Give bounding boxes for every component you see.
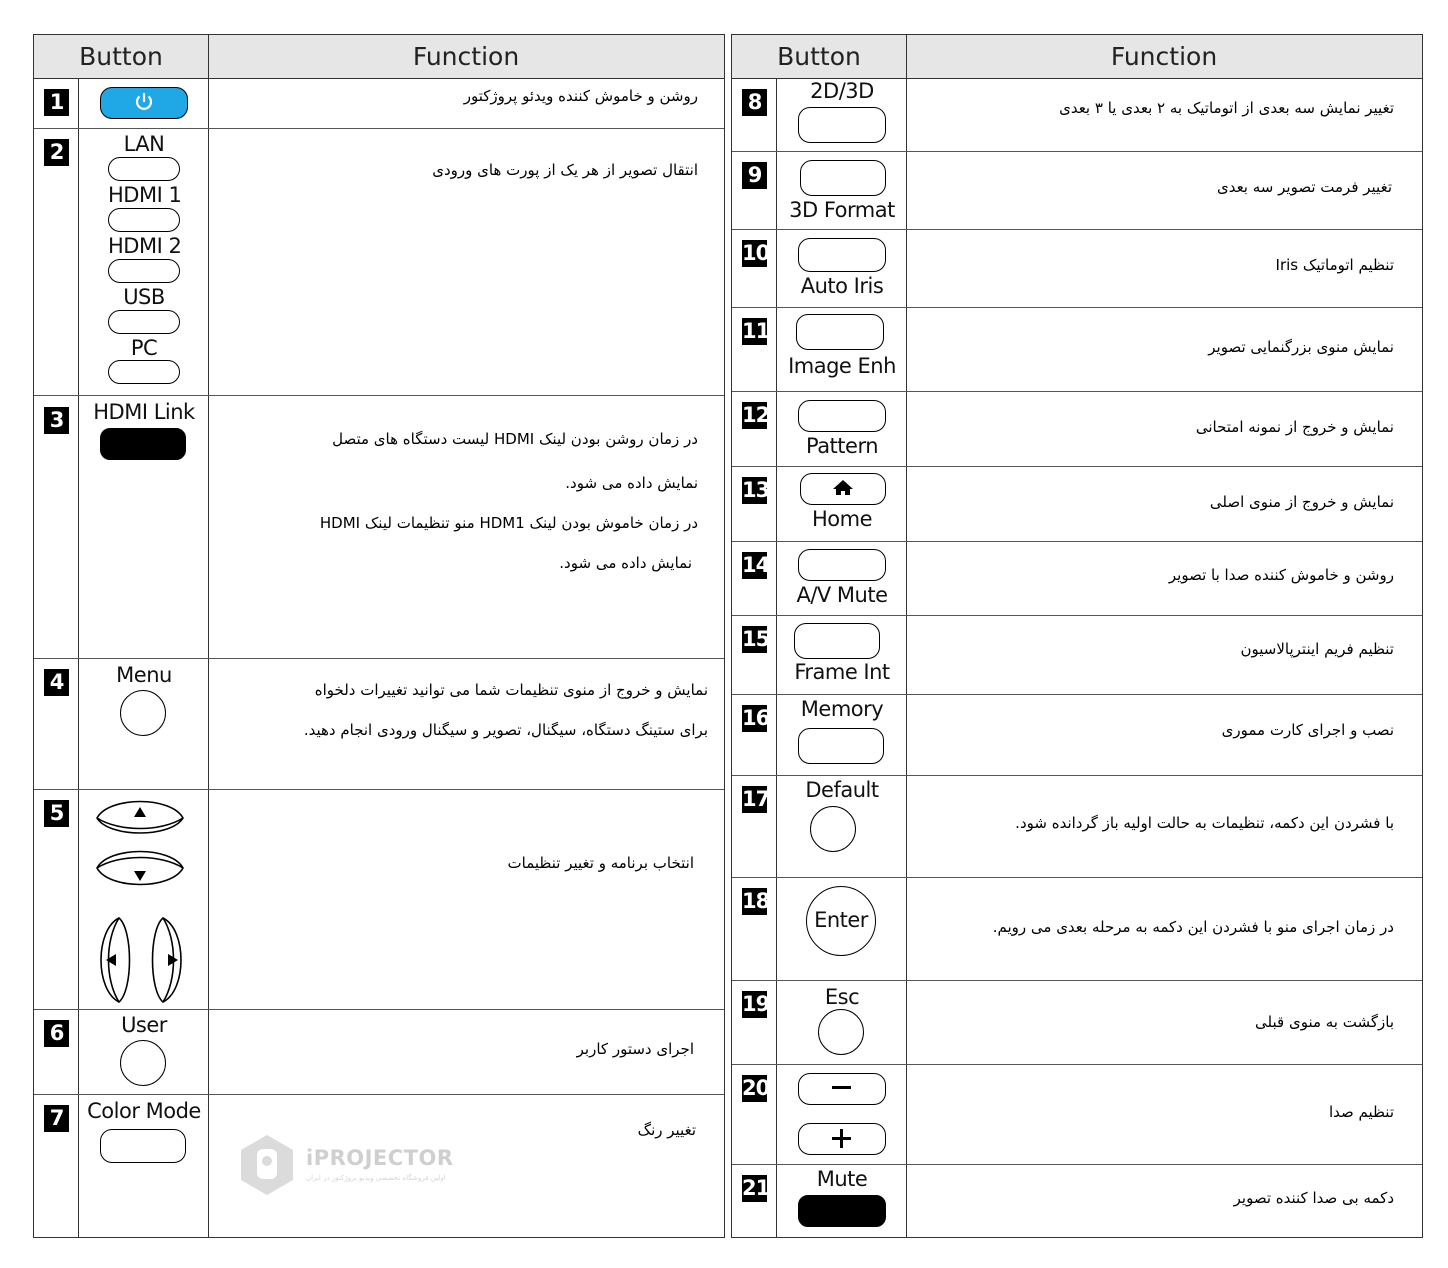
table-row xyxy=(34,659,724,790)
watermark-logo xyxy=(236,1132,476,1202)
row-number: 14 xyxy=(742,553,770,577)
table-row xyxy=(34,79,724,129)
row-description: با فشردن این دکمه، تنظیمات به حالت اولیه باز گردانده شود. xyxy=(1015,814,1394,832)
color-mode-label: Color Mode xyxy=(87,1099,201,1123)
row-description: نمایش منوی بزرگنمایی تصویر xyxy=(1208,338,1394,356)
up-button[interactable] xyxy=(97,802,183,834)
row-description: اجرای دستور کاربر xyxy=(576,1040,694,1058)
row-number: 10 xyxy=(742,241,770,265)
pc-label: PC xyxy=(130,336,158,360)
table-row xyxy=(732,776,1422,878)
hdmi-link-button[interactable] xyxy=(100,428,186,460)
row-number: 2 xyxy=(44,139,69,166)
table-row xyxy=(34,396,724,659)
row-number: 20 xyxy=(742,1076,770,1100)
pattern-label: Pattern xyxy=(805,434,879,458)
row-description: روشن و خاموش کننده صدا با تصویر xyxy=(1168,566,1394,584)
minus-icon xyxy=(798,1073,884,1103)
row-description: در زمان اجرای منو با فشردن این دکمه به مرحله بعدی می رویم. xyxy=(992,918,1394,936)
3d-format-label: 3D Format xyxy=(789,198,895,222)
row-number: 18 xyxy=(742,889,770,913)
row-number: 8 xyxy=(742,89,767,116)
row-number: 5 xyxy=(44,800,69,827)
home-button[interactable] xyxy=(800,473,886,505)
mute-button[interactable] xyxy=(798,1195,886,1227)
row-description: بازگشت به منوی قبلی xyxy=(1255,1013,1394,1031)
row-description-line: نمایش داده می شود. xyxy=(559,554,692,572)
table-row xyxy=(732,308,1422,392)
row-number: 13 xyxy=(742,478,770,502)
row-number: 7 xyxy=(44,1105,69,1132)
row-number: 15 xyxy=(742,627,770,651)
right-header-button: Button xyxy=(732,35,906,79)
lan-label: LAN xyxy=(123,132,165,156)
row-description: تغییر رنگ xyxy=(637,1121,696,1139)
row-description-line: در زمان خاموش بودن لینک HDM1 منو تنظیمات لینک HDMI xyxy=(319,514,698,532)
2d3d-label: 2D/3D xyxy=(810,79,874,103)
table-row xyxy=(34,129,724,396)
table-row xyxy=(732,981,1422,1065)
esc-label: Esc xyxy=(824,985,860,1009)
row-number: 12 xyxy=(742,403,770,427)
row-number: 9 xyxy=(742,162,767,189)
table-row xyxy=(732,152,1422,230)
table-row xyxy=(732,467,1422,542)
image-enh-button[interactable] xyxy=(796,314,884,350)
row-description: تنظیم صدا xyxy=(1328,1103,1394,1121)
row-description: نصب و اجرای کارت مموری xyxy=(1221,721,1394,739)
row-description-line: نمایش داده می شود. xyxy=(565,474,698,492)
table-row xyxy=(732,878,1422,981)
memory-button[interactable] xyxy=(798,728,884,764)
row-description: انتخاب برنامه و تغییر تنظیمات xyxy=(507,854,694,872)
table-row xyxy=(732,616,1422,695)
default-label: Default xyxy=(805,778,879,802)
default-button[interactable] xyxy=(810,806,856,852)
down-button[interactable] xyxy=(97,852,183,885)
row-number: 4 xyxy=(44,669,69,696)
frame-int-button[interactable] xyxy=(794,623,880,659)
3d-format-button[interactable] xyxy=(800,160,886,196)
mute-label: Mute xyxy=(816,1167,868,1191)
av-mute-label: A/V Mute xyxy=(796,583,888,607)
frame-int-label: Frame Int xyxy=(794,660,890,684)
left-header-function: Function xyxy=(208,35,724,79)
row-number: 3 xyxy=(44,407,69,434)
auto-iris-button[interactable] xyxy=(798,238,886,272)
row-description-line: نمایش و خروج از منوی تنظیمات شما می توانید تغییرات دلخواه xyxy=(314,681,708,699)
brand-logo-icon xyxy=(236,1132,298,1198)
hdmi1-label: HDMI 1 xyxy=(108,183,182,207)
watermark-brand: iPROJECTOR xyxy=(306,1146,454,1170)
table-row xyxy=(732,542,1422,616)
enter-label: Enter xyxy=(814,908,868,932)
table-row xyxy=(732,695,1422,776)
row-number: 1 xyxy=(44,89,69,116)
usb-label: USB xyxy=(123,285,165,309)
hdmi2-button[interactable] xyxy=(108,259,180,283)
row-description: انتقال تصویر از هر یک از پورت های ورودی xyxy=(432,161,698,179)
row-description-line: برای ستینگ دستگاه، سیگنال، تصویر و سیگنال ورودی انجام دهید. xyxy=(303,721,708,739)
lan-button[interactable] xyxy=(108,157,180,181)
2d3d-button[interactable] xyxy=(798,107,886,143)
auto-iris-label: Auto Iris xyxy=(800,274,884,298)
right-header-function: Function xyxy=(906,35,1422,79)
row-number: 11 xyxy=(742,319,770,343)
hdmi1-button[interactable] xyxy=(108,208,180,232)
left-button[interactable] xyxy=(101,918,130,1002)
left-header-button: Button xyxy=(34,35,208,79)
row-number: 6 xyxy=(44,1020,69,1047)
user-label: User xyxy=(121,1013,167,1037)
right-button[interactable] xyxy=(153,918,182,1002)
power-icon xyxy=(100,87,188,117)
row-description: نمایش و خروج از منوی اصلی xyxy=(1209,493,1394,511)
plus-icon xyxy=(798,1123,884,1153)
esc-button[interactable] xyxy=(818,1009,864,1055)
table-row xyxy=(34,1010,724,1095)
row-description: تنظیم فریم اینترپالاسیون xyxy=(1240,640,1394,658)
row-description: دکمه بی صدا کننده تصویر xyxy=(1233,1189,1394,1207)
power-button[interactable] xyxy=(100,87,188,119)
right-table xyxy=(731,34,1423,1238)
image-enh-label: Image Enh xyxy=(788,354,896,378)
table-row xyxy=(732,392,1422,467)
user-button[interactable] xyxy=(120,1040,166,1086)
av-mute-button[interactable] xyxy=(798,549,886,581)
home-label: Home xyxy=(811,507,872,531)
row-description: نمایش و خروج از نمونه امتحانی xyxy=(1195,418,1394,436)
usb-button[interactable] xyxy=(108,310,180,334)
table-row xyxy=(732,230,1422,308)
hdmi2-label: HDMI 2 xyxy=(108,234,182,258)
memory-label: Memory xyxy=(800,697,884,721)
volume-up-button[interactable] xyxy=(798,1123,886,1155)
row-number: 17 xyxy=(742,787,770,811)
table-row xyxy=(732,1165,1422,1238)
table-row xyxy=(732,79,1422,152)
table-row xyxy=(732,1065,1422,1165)
home-icon xyxy=(800,473,886,503)
arrow-pad xyxy=(89,794,199,1006)
menu-label: Menu xyxy=(116,663,172,687)
watermark-tagline: اولین فروشگاه تخصصی ویدیو پروژکتور در ایران xyxy=(306,1174,446,1182)
hdmi-link-label: HDMI Link xyxy=(93,400,195,424)
row-description: تنظیم اتوماتیک Iris xyxy=(1275,256,1394,274)
row-description-line: در زمان روشن بودن لینک HDMI لیست دستگاه های متصل xyxy=(332,430,698,448)
left-table xyxy=(33,34,725,1238)
pattern-button[interactable] xyxy=(798,400,886,432)
menu-button[interactable] xyxy=(120,690,166,736)
row-number: 21 xyxy=(742,1176,770,1200)
row-number: 16 xyxy=(742,706,770,730)
row-description: تغییر فرمت تصویر سه بعدی xyxy=(1216,178,1392,196)
row-number: 19 xyxy=(742,992,770,1016)
pc-button[interactable] xyxy=(108,360,180,384)
color-mode-button[interactable] xyxy=(100,1129,186,1163)
row-description: تغییر نمایش سه بعدی از اتوماتیک به ۲ بعدی یا ۳ بعدی xyxy=(1059,99,1394,117)
volume-down-button[interactable] xyxy=(798,1073,886,1105)
table-row xyxy=(34,790,724,1010)
row-description: روشن و خاموش کننده ویدئو پروژکتور xyxy=(463,87,698,105)
